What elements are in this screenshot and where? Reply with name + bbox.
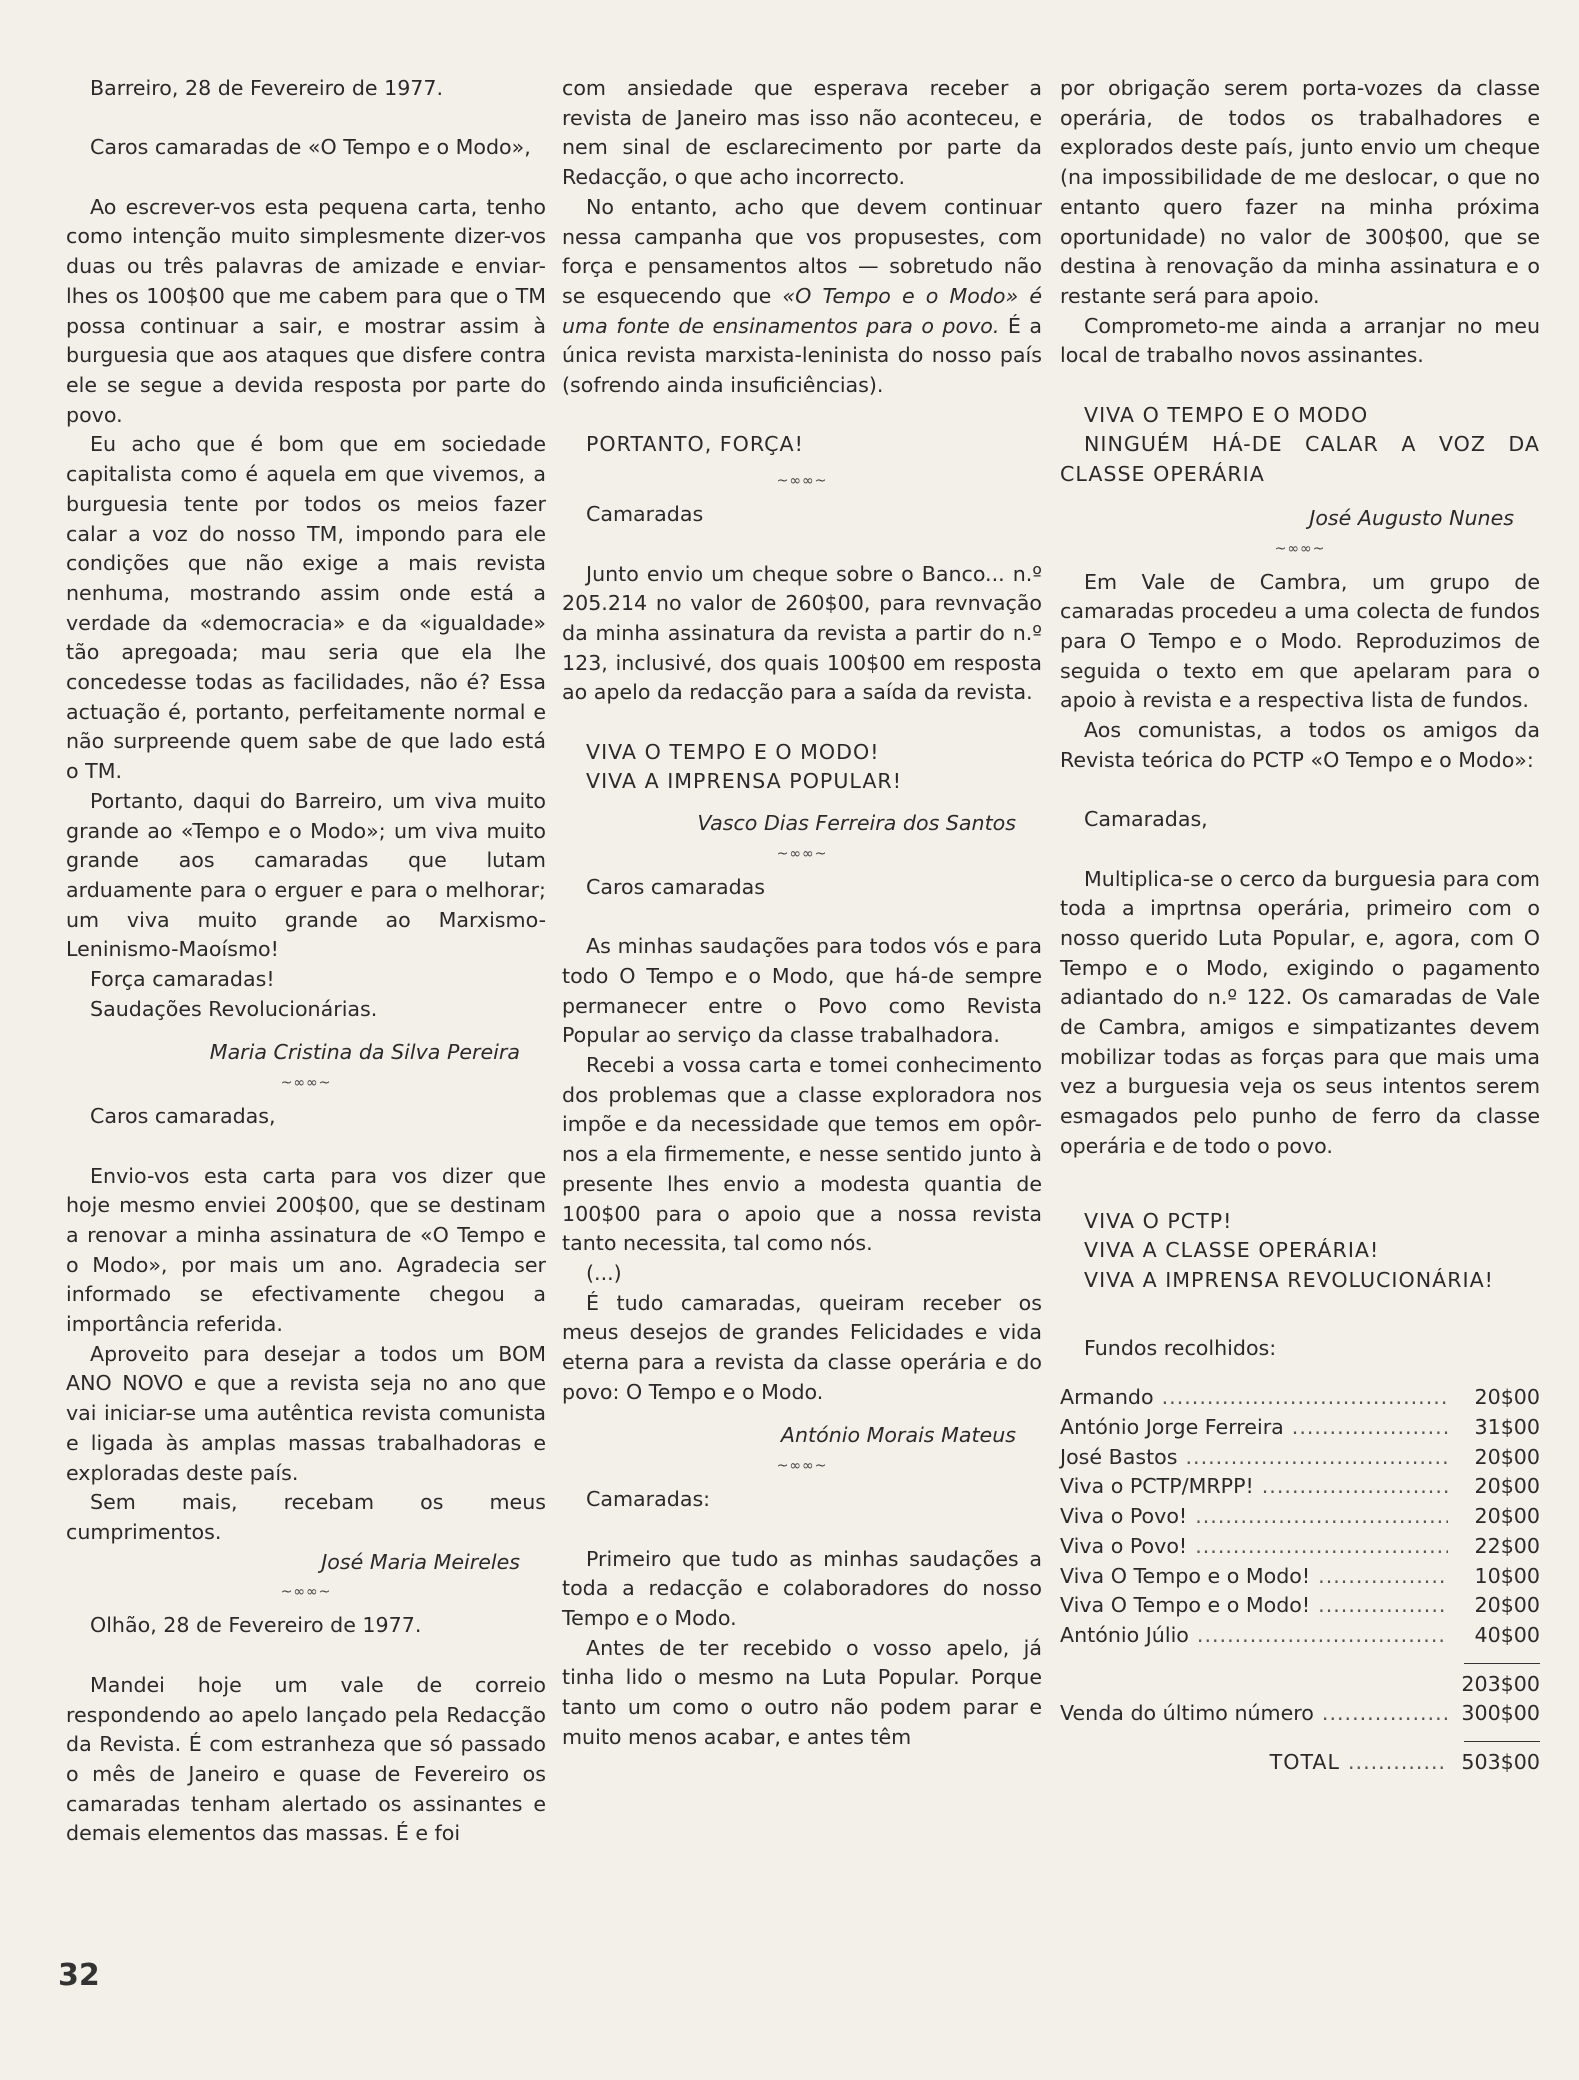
paragraph: Ao escrever-vos esta pequena carta, tenho como intenção muito simplesmente dizer-vos duas ou três palavras de amizade e enviar-lhes os 100$00 que me cabem para que o TM possa continuar a sair, e mostrar assim à burguesia que aos ataques que disfere contra ele se segue a devida resposta por parte do povo. [66, 194, 546, 427]
dot-leader [1195, 1502, 1448, 1532]
paragraph: Saudações Revolucionárias. [90, 996, 378, 1021]
fund-amount: 20$00 [1474, 1504, 1540, 1529]
fund-name: Viva O Tempo e o Modo! [1060, 1563, 1311, 1588]
paragraph: Eu acho que é bom que em sociedade capitalista como é aquela em que vivemos, a burguesia tente por todos os meios fazer calar a voz do nosso TM, impondo para ele condições que não exige a mais revista nenhuma, mostrando assim onde está a verdade da «democracia» e da «igualdade» tão apregoada; mau seria que ela lhe concedesse todas as facilidades, não é? Essa actuação é, portanto, perfeitamente normal e não surpreende quem sabe de que lado está o TM. [66, 432, 546, 784]
fund-amount: 20$00 [1474, 1593, 1540, 1618]
letter-date: Barreiro, 28 de Fevereiro de 1977. [90, 76, 444, 100]
slogan: NINGUÉM HÁ-DE CALAR A VOZ DA CLASSE OPERÁRIA [1060, 432, 1540, 487]
dot-leader [1262, 1472, 1448, 1502]
fund-row [1060, 1413, 1540, 1443]
paragraph [562, 193, 1042, 401]
signature: António Morais Mateus [780, 1423, 1016, 1448]
flourish-ornament: ~∞∞~ [280, 1584, 332, 1601]
dot-leader [1162, 1383, 1448, 1413]
paragraph: por obrigação serem porta-vozes da classe operária, de todos os trabalhadores e explorados deste país, junto envio um cheque (na impossibilidade de me deslocar, o que no entanto quero fazer na minha próxima oportunidade) no valor de 300$00, que se destina à renovação da minha assinatura e o restante será para apoio. [1060, 76, 1540, 308]
paragraph: Portanto, daqui do Barreiro, um viva muito grande ao «Tempo e o Modo»; um viva muito grande aos camaradas que lutam arduamente para o erguer e para o melhorar; um viva muito grande ao Marxismo-Leninismo-Maoísmo! [66, 788, 546, 962]
dot-leader [1322, 1699, 1448, 1729]
dot-leader [1195, 1532, 1448, 1562]
column-3 [1060, 74, 1540, 1778]
column-2 [562, 74, 1042, 1752]
paragraph: Comprometo-me ainda a arranjar no meu local de trabalho novos assinantes. [1060, 313, 1540, 368]
slogan: VIVA A CLASSE OPERÁRIA! [1084, 1238, 1380, 1263]
fund-row [1060, 1502, 1540, 1532]
sale-label: Venda do último número [1060, 1701, 1314, 1726]
fund-amount: 20$00 [1474, 1474, 1540, 1499]
slogan: VIVA O PCTP! [1084, 1208, 1233, 1233]
paragraph: Primeiro que tudo as minhas saudações a toda a redacção e colaboradores do nosso Tempo e o Modo. [562, 1546, 1042, 1630]
fund-name: José Bastos [1060, 1444, 1178, 1469]
dot-leader [1197, 1621, 1448, 1651]
paragraph: Em Vale de Cambra, um grupo de camaradas procedeu a uma colecta de fundos para O Tempo e o Modo. Reproduzimos de seguida o texto em que apelaram para o apoio à revista e a respectiva lista de fundos. [1060, 569, 1540, 713]
flourish-ornament: ~∞∞~ [776, 845, 828, 862]
letter-salutation: Caros camaradas, [90, 1104, 276, 1129]
fund-amount: 20$00 [1474, 1385, 1540, 1410]
paragraph-text: É a única revista marxista-leninista do nosso país (sofrendo ainda insuficiências). [562, 313, 1042, 398]
slogan: PORTANTO, FORÇA! [586, 432, 804, 457]
paragraph: (...) [586, 1260, 622, 1285]
paragraph: Força camaradas! [90, 967, 275, 992]
total-amount: 503$00 [1461, 1750, 1540, 1775]
paragraph: Antes de ter recebido o vosso apelo, já tinha lido o mesmo na Luta Popular. Porque tanto um como o outro não podem parar e muito menos acabar, e antes têm [562, 1635, 1042, 1749]
paragraph: Sem mais, recebam os meus cumprimentos. [66, 1490, 546, 1544]
dot-leader [1318, 1562, 1448, 1592]
slogan: VIVA A IMPRENSA REVOLUCIONÁRIA! [1084, 1267, 1494, 1292]
letter-date: Olhão, 28 de Fevereiro de 1977. [90, 1613, 422, 1638]
total-row [1060, 1748, 1540, 1778]
letter-salutation: Camaradas: [586, 1487, 711, 1512]
paragraph: É tudo camaradas, queiram receber os meus desejos de grandes Felicidades e vida eterna para a revista da classe operária e do povo: O Tempo e o Modo. [562, 1290, 1042, 1404]
fund-row [1060, 1532, 1540, 1562]
dot-leader [1186, 1443, 1449, 1473]
paragraph: Multiplica-se o cerco da burguesia para com toda a imprtnsa operária, primeiro com o nosso querido Luta Popular, e, agora, com O Tempo e o Modo, exigindo o pagamento adiantado do n.º 122. Os camaradas de Vale de Cambra, amigos e simpatizantes devem mobilizar todas as forças para que mais uma vez a burguesia veja os seus intentos serem esmagados pelo punho de ferro da classe operária e de todo o povo. [1060, 866, 1540, 1158]
paragraph: Mandei hoje um vale de correio respondendo ao apelo lançado pela Redacção da Revista. É com estranheza que só passado o mês de Janeiro e quase de Fevereiro os camaradas tenham alertado os assinantes e demais elementos das massas. É e foi [66, 1672, 546, 1846]
fund-row [1060, 1621, 1540, 1651]
signature: Vasco Dias Ferreira dos Santos [697, 811, 1016, 836]
fund-name: Armando [1060, 1385, 1154, 1410]
fund-amount: 10$00 [1474, 1563, 1540, 1588]
subtotal-rule [1464, 1663, 1540, 1664]
flourish-ornament: ~∞∞~ [776, 473, 828, 490]
sale-amount: 300$00 [1461, 1701, 1540, 1726]
signature: Maria Cristina da Silva Pereira [209, 1040, 520, 1065]
paragraph-italic: «O Tempo e o Modo» é uma fonte de ensinamentos para o povo. [562, 283, 1042, 338]
flourish-ornament: ~∞∞~ [1274, 540, 1326, 557]
slogan: VIVA O TEMPO E O MODO [1084, 402, 1369, 427]
fund-row [1060, 1472, 1540, 1502]
fund-name: Viva o PCTP/MRPP! [1060, 1474, 1254, 1499]
paragraph-text: No entanto, acho que devem continuar nessa campanha que vos propusestes, com força e pensamentos altos — sobretudo não se esquecendo que [562, 194, 1042, 308]
flourish-ornament: ~∞∞~ [280, 1075, 332, 1092]
fund-amount: 20$00 [1474, 1444, 1540, 1469]
total-rule [1464, 1741, 1540, 1742]
paragraph: Aproveito para desejar a todos um BOM ANO NOVO e que a revista seja no ano que vai iniciar-se uma autêntica revista comunista e ligada às amplas massas trabalhadoras e exploradas deste país. [66, 1341, 546, 1485]
dot-leader [1318, 1591, 1448, 1621]
paragraph: Recebi a vossa carta e tomei conhecimento dos problemas que a classe exploradora nos impõe e da necessidade que temos em opôr-nos a ela firmemente, e nesse sentido junto à presente lhes envio a modesta quantia de 100$00 para o apoio que a nossa revista tanto necessita, tal como nós. [562, 1053, 1042, 1256]
fund-row [1060, 1591, 1540, 1621]
fund-amount: 31$00 [1474, 1415, 1540, 1440]
signature: José Maria Meireles [321, 1549, 520, 1574]
fund-amount: 22$00 [1474, 1533, 1540, 1558]
fund-row [1060, 1562, 1540, 1592]
funds-list [1060, 1383, 1540, 1777]
subtotal: 203$00 [1461, 1671, 1540, 1696]
letter-salutation: Caros camaradas [586, 874, 766, 899]
fund-name: Viva o Povo! [1060, 1504, 1188, 1529]
paragraph: Envio-vos esta carta para vos dizer que hoje mesmo enviei 200$00, que se destinam a renovar a minha assinatura de «O Tempo e o Modo», por mais um ano. Agradecia ser informado se efectivamente chegou a importância referida. [66, 1163, 546, 1337]
letter-salutation: Camaradas [586, 502, 704, 527]
total-label: TOTAL [1269, 1750, 1340, 1775]
fund-name: António Jorge Ferreira [1060, 1415, 1284, 1440]
dot-leader [1292, 1413, 1448, 1443]
fund-row [1060, 1383, 1540, 1413]
fund-amount: 40$00 [1474, 1623, 1540, 1647]
paragraph: Junto envio um cheque sobre o Banco... n.º 205.214 no valor de 260$00, para revnvação da minha assinatura da revista a partir do n.º 123, inclusivé, dos quais 100$00 em resposta ao apelo da redacção para a saída da revista. [562, 561, 1042, 705]
page-number: 32 [58, 1958, 100, 1993]
slogan: VIVA O TEMPO E O MODO! [586, 739, 880, 764]
column-1 [66, 74, 546, 1849]
signature: José Augusto Nunes [1309, 505, 1514, 530]
paragraph: Aos comunistas, a todos os amigos da Revista teórica do PCTP «O Tempo e o Modo»: [1060, 718, 1540, 772]
funds-heading: Fundos recolhidos: [1084, 1335, 1277, 1360]
fund-name: Viva o Povo! [1060, 1533, 1188, 1558]
paragraph: com ansiedade que esperava receber a revista de Janeiro mas isso não aconteceu, e nem sinal de esclarecimento por parte da Redacção, o que acho incorrecto. [562, 76, 1042, 190]
fund-name: Viva O Tempo e o Modo! [1060, 1593, 1311, 1618]
fund-row [1060, 1443, 1540, 1473]
letter-salutation: Camaradas, [1084, 807, 1208, 832]
dot-leader [1348, 1748, 1448, 1778]
fund-row-sale [1060, 1699, 1540, 1729]
fund-name: António Júlio [1060, 1623, 1189, 1647]
slogan: VIVA A IMPRENSA POPULAR! [586, 769, 902, 794]
paragraph: As minhas saudações para todos vós e para todo O Tempo e o Modo, que há-de sempre permanecer entre o Povo como Revista Popular ao serviço da classe trabalhadora. [562, 934, 1042, 1048]
letter-salutation: Caros camaradas de «O Tempo e o Modo», [90, 135, 531, 160]
flourish-ornament: ~∞∞~ [776, 1458, 828, 1475]
